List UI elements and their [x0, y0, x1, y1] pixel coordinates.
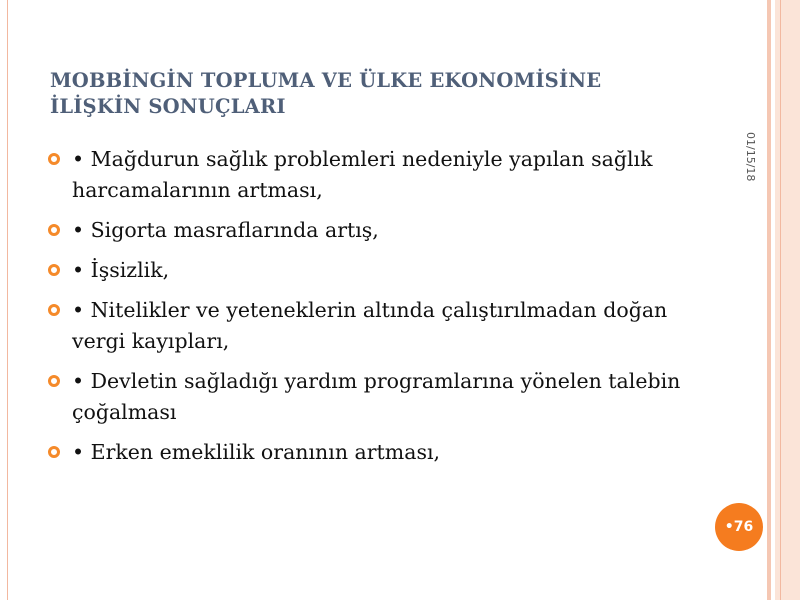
frame-right-line — [780, 0, 781, 600]
slide-title: MOBBİNGİN TOPLUMA VE ÜLKE EKONOMİSİNE İLİŞKİN SONUÇLARI — [50, 69, 602, 118]
page-number-badge — [715, 503, 763, 551]
bullet-ring-icon — [48, 153, 60, 165]
list-item-text: • İşsizlik, — [72, 258, 170, 282]
list-item — [48, 255, 708, 286]
list-item — [48, 366, 708, 428]
list-item — [48, 144, 708, 206]
bullet-ring-icon — [48, 375, 60, 387]
bullet-ring-icon — [48, 224, 60, 236]
list-item — [48, 437, 708, 468]
bullet-list — [48, 144, 708, 477]
list-item-text: • Erken emeklilik oranının artması, — [72, 440, 441, 464]
list-item-text: • Mağdurun sağlık problemleri nedeniyle yapılan sağlık harcamalarının artması, — [72, 147, 653, 202]
list-item — [48, 295, 708, 357]
list-item — [48, 215, 708, 246]
bullet-ring-icon — [48, 304, 60, 316]
frame-right-margin — [775, 0, 800, 600]
bullet-ring-icon — [48, 264, 60, 276]
list-item-text: • Nitelikler ve yeteneklerin altında çalıştırılmadan doğan vergi kayıpları, — [72, 298, 668, 353]
list-item-text: • Devletin sağladığı yardım programlarına yönelen talebin çoğalması — [72, 369, 681, 424]
list-item-text: • Sigorta masraflarında artış, — [72, 218, 379, 242]
bullet-ring-icon — [48, 446, 60, 458]
slide-date: 01/15/18 — [744, 132, 757, 182]
page-number: •76 — [724, 519, 754, 535]
frame-right-band — [767, 0, 771, 600]
frame-left-line — [7, 0, 8, 600]
